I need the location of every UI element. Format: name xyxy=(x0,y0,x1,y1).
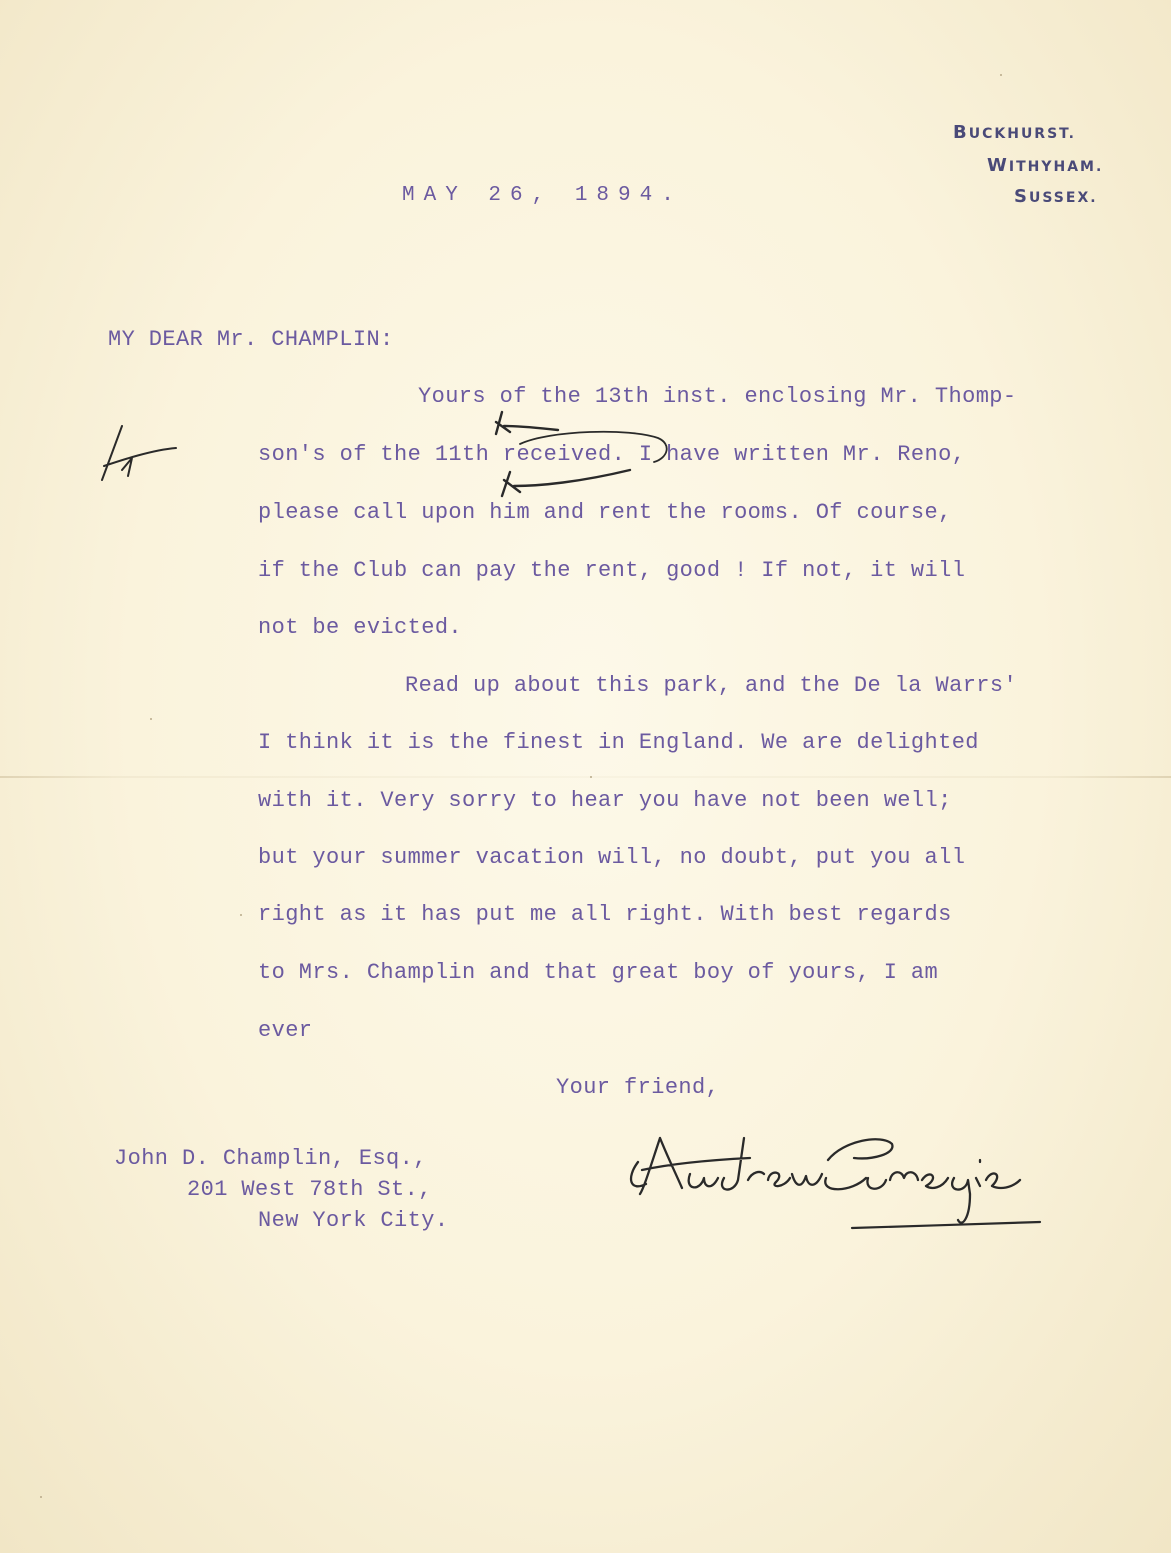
body-line: son's of the 11th received. I have written Mr. Reno, xyxy=(258,442,966,467)
paper-speck xyxy=(590,776,592,778)
paper-fold xyxy=(0,776,1171,778)
paper-speck xyxy=(240,914,242,916)
body-line: with it. Very sorry to hear you have not been well; xyxy=(258,788,952,813)
body-line: I think it is the finest in England. We are delighted xyxy=(258,730,979,755)
handwritten-correction-marks xyxy=(480,408,680,500)
body-line: Yours of the 13th inst. enclosing Mr. Thomp- xyxy=(418,384,1017,409)
letterhead-address xyxy=(901,122,1104,222)
recipient-city: New York City. xyxy=(258,1208,449,1233)
paper-speck xyxy=(40,1496,42,1498)
body-line: right as it has put me all right. With best regards xyxy=(258,902,952,927)
body-line: but your summer vacation will, no doubt, put you all xyxy=(258,845,966,870)
body-line: if the Club can pay the rent, good ! If not, it will xyxy=(258,558,966,583)
letterhead-line-1: BUCKHURST. xyxy=(953,122,1076,143)
recipient-street: 201 West 78th St., xyxy=(187,1177,432,1202)
recipient-name: John D. Champlin, Esq., xyxy=(114,1146,427,1171)
body-line: ever xyxy=(258,1018,313,1043)
body-line: please call upon him and rent the rooms. Of course, xyxy=(258,500,952,525)
letterhead-line-3: SUSSEX. xyxy=(1014,186,1098,207)
body-line: not be evicted. xyxy=(258,615,463,640)
letterhead-line-2: WITHYHAM. xyxy=(987,155,1104,176)
letter-date: MAY 26, 1894. xyxy=(402,184,683,207)
body-line: to Mrs. Champlin and that great boy of yours, I am xyxy=(258,960,939,985)
paper-speck xyxy=(1000,74,1002,76)
body-line: Read up about this park, and the De la Warrs' xyxy=(405,673,1018,698)
signature xyxy=(620,1108,1160,1248)
closing: Your friend, xyxy=(556,1075,720,1100)
marginal-note-mark xyxy=(92,420,182,490)
salutation: MY DEAR Mr. CHAMPLIN: xyxy=(108,327,394,352)
paper-speck xyxy=(150,718,152,720)
